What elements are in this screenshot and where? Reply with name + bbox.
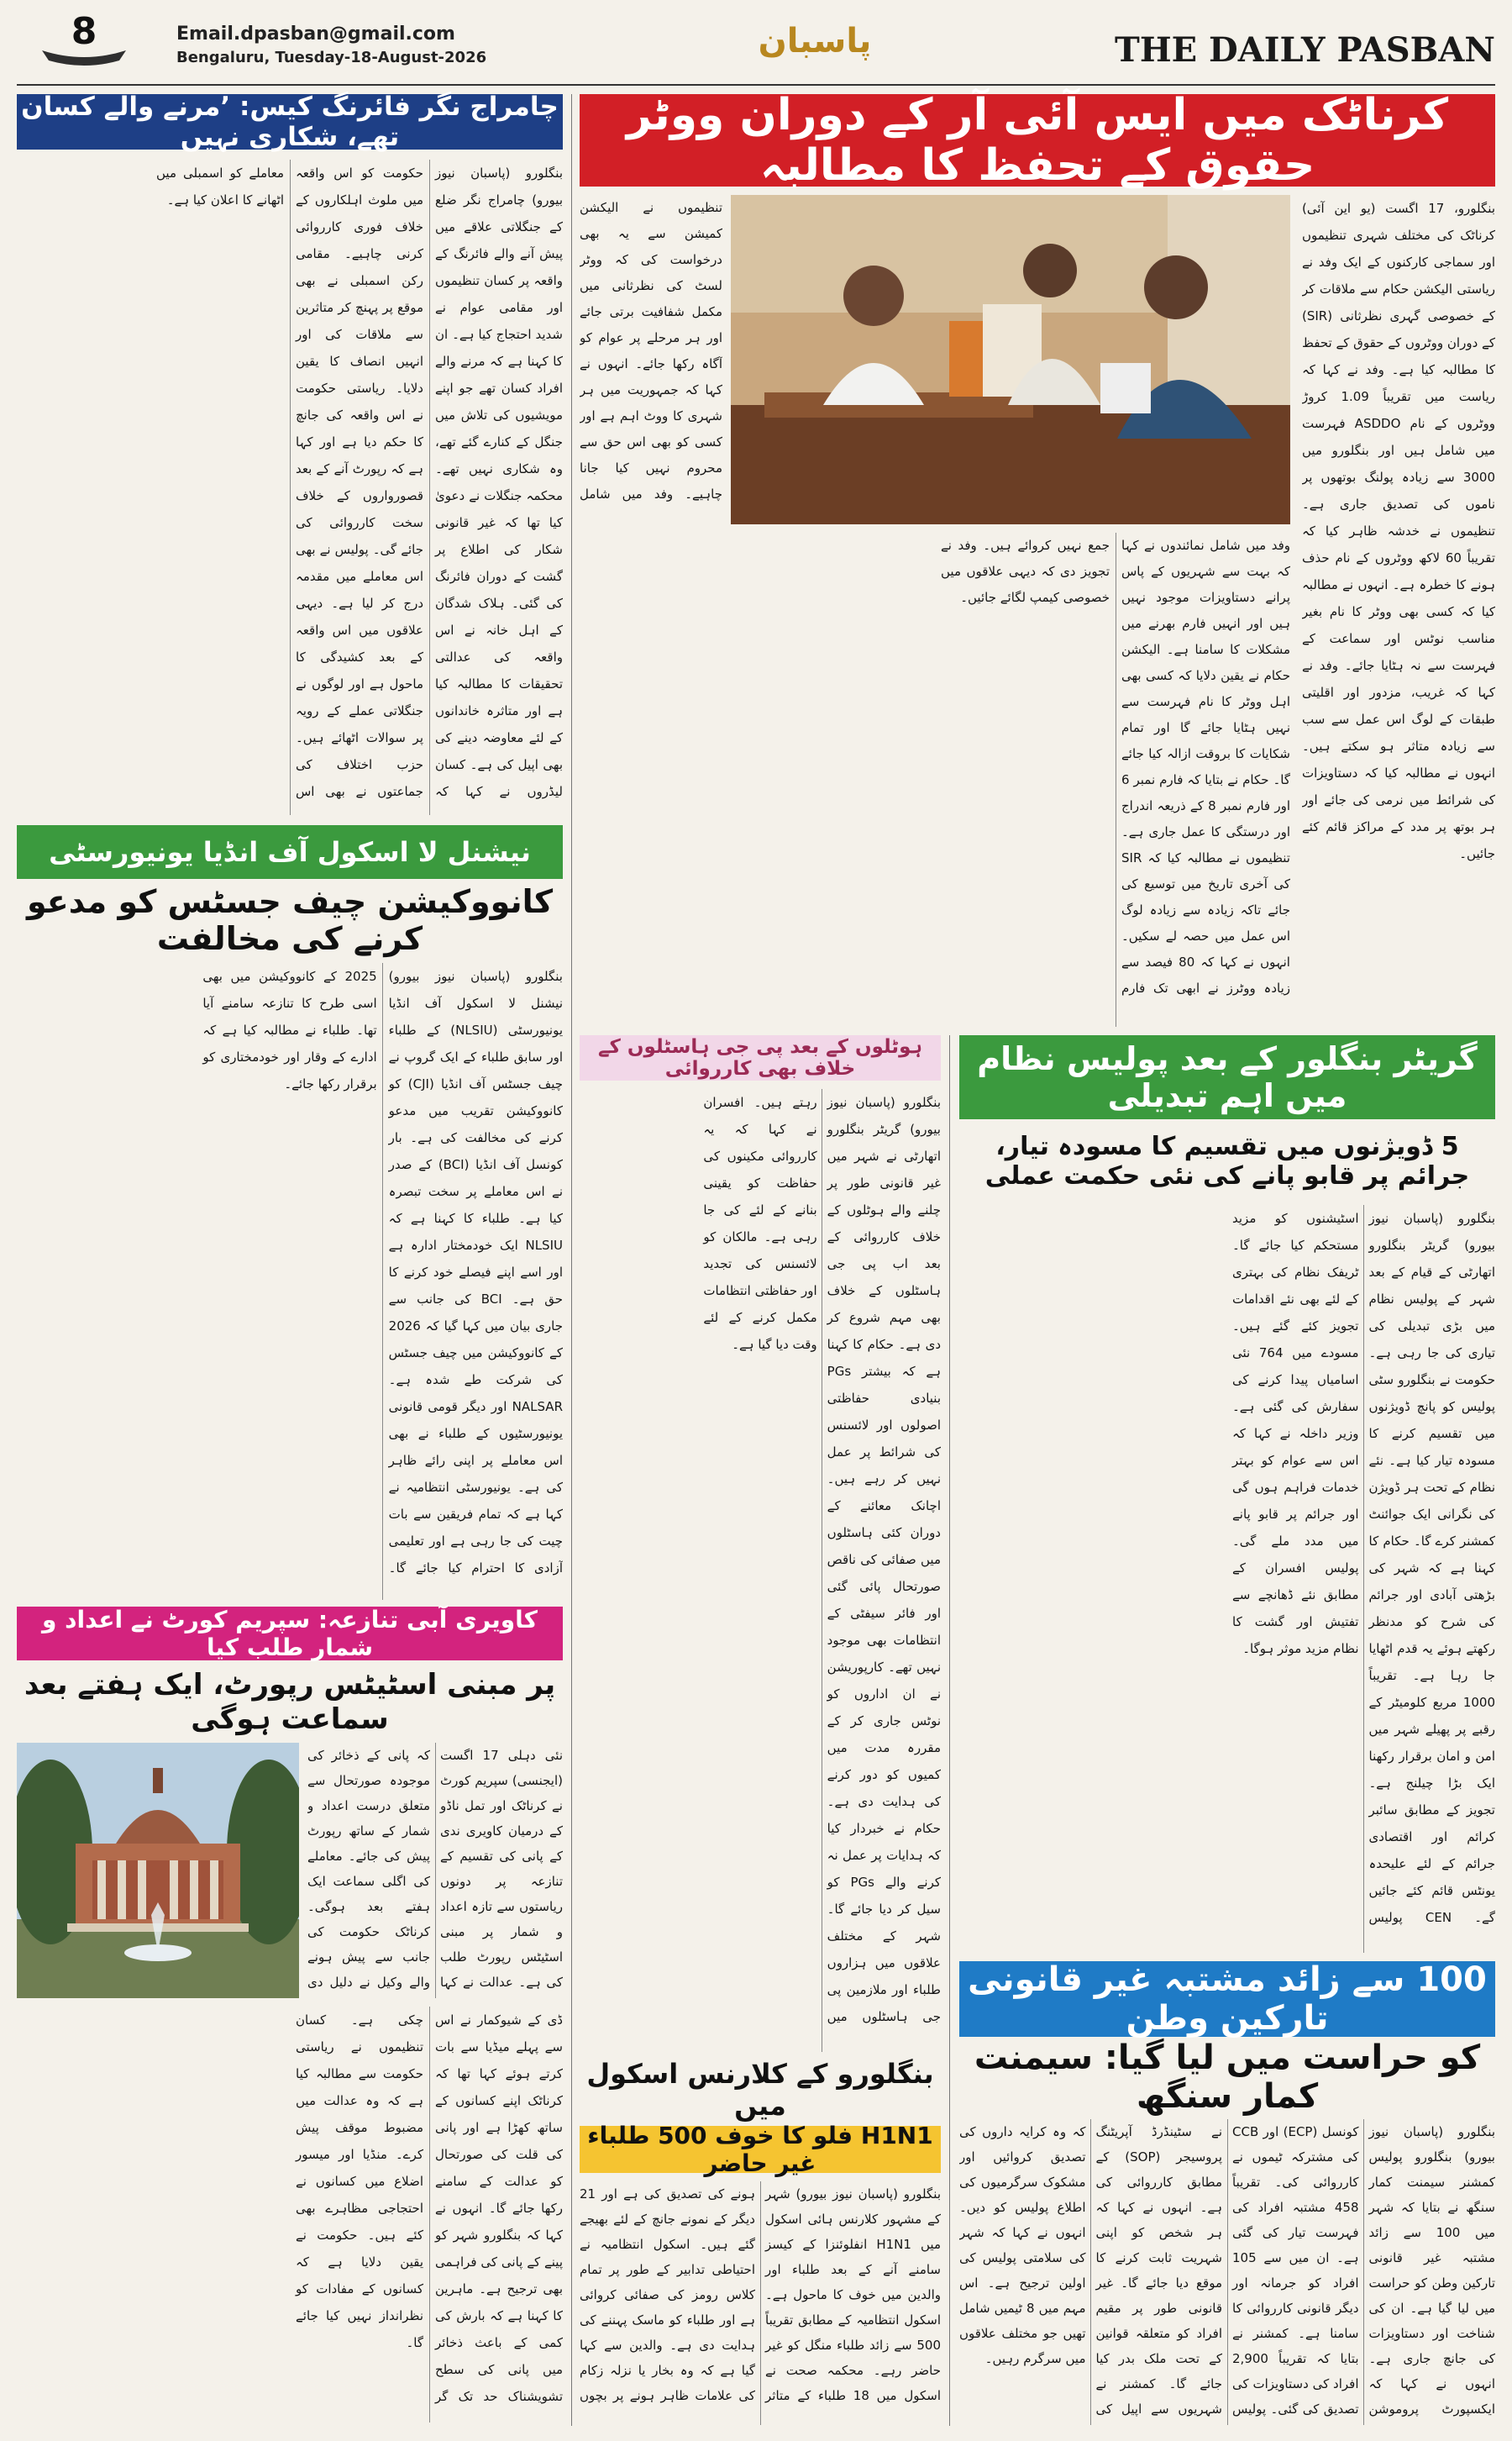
nlsiu-kicker: نیشنل لا اسکول آف انڈیا یونیورسٹی [17,825,563,879]
police-body: بنگلورو (پاسبان نیوز بیورو) گریٹر بنگلورو اتھارٹی کے قیام کے بعد شہر کے پولیس نظام میں بڑی تبدیلی کی تیاری کی جا رہی ہے۔ حکومت نے بنگلورو سٹی پولیس کو پانچ ڈویژنوں میں تقسیم کرنے کا مسودہ تیار کیا ہے۔ نئے نظام کے تحت ہر ڈویژن کی نگرانی ایک جوائنٹ کمشنر کرے گا۔ حکام کا کہنا ہے کہ شہر کی بڑھتی آبادی اور جرائم کی شرح کو مدنظر رکھتے ہوئے یہ قدم اٹھایا جا رہا ہے۔ تقریباً 1000 مربع کلومیٹر کے رقبے پر پھیلے شہر میں امن و امان برقرار رکھنا ایک بڑا چیلنج ہے۔ تجویز کے مطابق سائبر کرائم اور اقتصادی جرائم کے لئے علیحدہ یونٹس قائم کئے جائیں گے۔ CEN پولیس اسٹیشنوں کو مزید مستحکم کیا جائے گا۔ ٹریفک نظام کی بہتری کے لئے بھی نئے اقدامات تجویز کئے گئے ہیں۔ مسودے میں 764 نئی اسامیاں پیدا کرنے کی سفارش کی گئی ہے۔ وزیر داخلہ نے کہا کہ اس سے عوام کو بہتر خدمات فراہم ہوں گی اور جرائم پر قابو پانے میں مدد ملے گی۔ پولیس افسران کے مطابق نئے ڈھانچے سے تفتیش اور گشت کا نظام مزید موثر ہوگا۔ [1232,1211,1495,1925]
school-headline: بنگلورو کے کلارنس اسکول میں [586,2058,934,2122]
lead-body-left: بنگلورو، 17 اگست (یو این آئی) کرناٹک کی مختلف شہری تنظیموں اور سماجی کارکنوں کے ایک وفد نے ریاستی الیکشن حکام سے ملاقات کر کے خصوصی گہری نظرثانی (SIR) کے دوران ووٹروں کے حقوق کے تحفظ کا مطالبہ کیا ہے۔ وفد نے کہا کہ ریاست میں تقریباً 1.09 کروڑ ووٹروں کے نام ASDDO فہرست میں شامل ہیں اور بنگلورو میں 3000 سے زیادہ پولنگ بوتھوں پر ناموں کی تصدیق جاری ہے۔ تنظیموں نے خدشہ ظاہر کیا کہ تقریباً 60 لاکھ ووٹروں کے نام حذف ہونے کا خطرہ ہے۔ انہوں نے مطالبہ کیا کہ کسی بھی ووٹر کا نام بغیر مناسب نوٹس اور سماعت کے فہرست سے نہ ہٹایا جائے۔ وفد نے کہا کہ غریب، مزدور اور اقلیتی طبقات کے لوگ اس عمل سے سب سے زیادہ متاثر ہو سکتے ہیں۔ انہوں نے مطالبہ کیا کہ دستاویزات کی شرائط میں نرمی کی جائے اور ہر بوتھ پر مدد کے مراکز قائم کئے جائیں۔ [1302,201,1495,861]
header-divider [17,84,1495,86]
lead-body-middle: وفد میں شامل نمائندوں نے کہا کہ بہت سے شہریوں کے پاس پرانے دستاویزات موجود نہیں ہیں اور انہیں فارم بھرنے میں مشکلات کا سامنا ہے۔ الیکشن حکام نے یقین دلایا کہ کسی بھی اہل ووٹر کا نام فہرست سے نہیں ہٹایا جائے گا اور تمام شکایات کا بروقت ازالہ کیا جائے گا۔ حکام نے بتایا کہ فارم نمبر 6 اور فارم نمبر 8 کے ذریعہ اندراج اور درستگی کا عمل جاری ہے۔ تنظیموں نے مطالبہ کیا کہ SIR کی آخری تاریخ میں توسیع کی جائے تاکہ زیادہ سے زیادہ لوگ اس عمل میں حصہ لے سکیں۔ انہوں نے کہا کہ 80 فیصد سے زیادہ ووٹرز نے ابھی تک فارم جمع نہیں کروائے ہیں۔ وفد نے تجویز دی کہ دیہی علاقوں میں خصوصی کیمپ لگائے جائیں۔ [941,538,1290,996]
lead-headline: کرناٹک میں ایس آئی آر کے دوران ووٹر حقوق کے تحفظ کا مطالبہ [580,94,1495,187]
police-headline: 5 ڈویژنوں میں تقسیم کا مسودہ تیار، جرائم پر قابو پانے کی نئی حکمت عملی [984,1132,1470,1191]
page-number-badge [25,8,143,66]
illegal-kicker: 100 سے زائد مشتبہ غیر قانونی تارکین وطن [959,1961,1495,2037]
illegal-headline: کو حراست میں لیا گیا: سیمنت کمار سنگھ [974,2039,1481,2116]
logo-text: پاسبان [758,22,872,60]
lead-body-right: تنظیموں نے الیکشن کمیشن سے یہ بھی درخواست کی کہ ووٹر لسٹ کی نظرثانی میں مکمل شفافیت برتی جائے اور ہر مرحلے پر عوام کو آگاہ رکھا جائے۔ انہوں نے کہا کہ جمہوریت میں ہر شہری کا ووٹ اہم ہے اور کسی کو بھی اس حق سے محروم نہیں کیا جانا چاہیے۔ وفد میں شامل [580,200,722,502]
nlsiu-headline: کانووکیشن چیف جسٹس کو مدعو کرنے کی مخالفت [26,883,554,957]
cauvery-body-right: نئی دہلی 17 اگست (ایجنسی) سپریم کورٹ نے کرناٹک اور تمل ناڈو کے درمیان کاویری ندی کے پانی کی تقسیم کے تنازعہ پر دونوں ریاستوں سے تازہ اعداد و شمار پر مبنی اسٹیٹس رپورٹ طلب کی ہے۔ عدالت نے کہا کہ پانی کے ذخائر کی موجودہ صورتحال سے متعلق درست اعداد و شمار کے ساتھ رپورٹ پیش کی جائے۔ معاملے کی اگلی سماعت ایک ہفتے بعد ہوگی۔ کرناٹک حکومت کی جانب سے پیش ہونے والے وکیل نے دلیل دی [307,1748,563,1990]
farmer-headline: چامراج نگر فائرنگ کیس: ’مرنے والے کسان تھے، شکاری نہیں [17,94,563,150]
supreme-court-photo [17,1743,299,1998]
email-text: Email.dpasban@gmail.com [176,24,455,45]
lead-photo [731,195,1290,524]
logo [731,22,899,76]
dateline: Bengaluru, Tuesday-18-August-2026 [176,49,487,66]
page-number: 8 [71,10,97,53]
hostels-body: بنگلورو (پاسبان نیوز بیورو) گریٹر بنگلورو اتھارٹی نے شہر میں غیر قانونی طور پر چلنے والے ہوٹلوں کے خلاف کارروائی کے بعد اب پی جی ہاسٹلوں کے خلاف بھی مہم شروع کر دی ہے۔ حکام کا کہنا ہے کہ بیشتر PGs بنیادی حفاظتی اصولوں اور لائسنس کی شرائط پر عمل نہیں کر رہے ہیں۔ اچانک معائنے کے دوران کئی ہاسٹلوں میں صفائی کی ناقص صورتحال پائی گئی اور فائر سیفٹی کے انتظامات بھی موجود نہیں تھے۔ کارپوریشن نے ان اداروں کو نوٹس جاری کر کے مقررہ مدت میں کمیوں کو دور کرنے کی ہدایت دی ہے۔ حکام نے خبردار کیا کہ ہدایات پر عمل نہ کرنے والے PGs کو سیل کر دیا جائے گا۔ شہر کے مختلف علاقوں میں ہزاروں طلباء اور ملازمین پی جی ہاسٹلوں میں رہتے ہیں۔ افسران نے کہا کہ یہ کارروائی مکینوں کی حفاظت کو یقینی بنانے کے لئے کی جا رہی ہے۔ مالکان کو لائسنس کی تجدید اور حفاظتی انتظامات مکمل کرنے کے لئے وقت دیا گیا ہے۔ [703,1095,941,2024]
cauvery-headline: پر مبنی اسٹیٹس رپورٹ، ایک ہفتے بعد سماعت ہوگی [24,1668,556,1736]
middle-column-divider [949,1035,950,2426]
police-kicker: گریٹر بنگلور کے بعد پولیس نظام میں اہم تبدیلی [959,1035,1495,1119]
masthead: THE DAILY PASBAN [1115,30,1495,70]
left-column-divider [571,94,572,2426]
hostels-headline: ہوٹلوں کے بعد پی جی ہاسٹلوں کے خلاف بھی کارروائی [580,1035,941,1081]
cauvery-kicker: کاویری آبی تنازعہ: سپریم کورٹ نے اعداد و شمار طلب کیا [17,1607,563,1660]
nlsiu-body: بنگلورو (پاسبان نیوز بیورو) نیشنل لا اسکول آف انڈیا یونیورسٹی (NLSIU) کے طلباء اور سابق طلباء کے ایک گروپ نے چیف جسٹس آف انڈیا (CJI) کو کانووکیشن تقریب میں مدعو کرنے کی مخالفت کی ہے۔ بار کونسل آف انڈیا (BCI) کے صدر نے اس معاملے پر سخت تبصرہ کیا ہے۔ طلباء کا کہنا ہے کہ NLSIU ایک خودمختار ادارہ ہے اور اسے اپنے فیصلے خود کرنے کا حق ہے۔ BCI کی جانب سے جاری بیان میں کہا گیا کہ 2026 کے کانووکیشن میں چیف جسٹس کی شرکت طے شدہ ہے۔ NALSAR اور دیگر قومی قانونی یونیورسٹیوں کے طلباء نے بھی اس معاملے پر اپنی رائے ظاہر کی ہے۔ یونیورسٹی انتظامیہ نے کہا ہے کہ تمام فریقین سے بات چیت کی جا رہی ہے اور تعلیمی آزادی کا احترام کیا جائے گا۔ 2025 کے کانووکیشن میں بھی اسی طرح کا تنازعہ سامنے آیا تھا۔ طلباء نے مطالبہ کیا ہے کہ ادارے کے وقار اور خودمختاری کو برقرار رکھا جائے۔ [202,969,563,1576]
illegal-body: بنگلورو (پاسبان نیوز بیورو) بنگلورو پولیس کمشنر سیمنت کمار سنگھ نے بتایا کہ شہر میں 100 سے زائد مشتبہ غیر قانونی تارکین وطن کو حراست میں لیا گیا ہے۔ ان کی شناخت اور دستاویزات کی جانچ جاری ہے۔ انہوں نے کہا کہ ایکسپورٹ پروموشن کونسل (ECP) اور CCB کی مشترکہ ٹیموں نے کارروائی کی۔ تقریباً 458 مشتبہ افراد کی فہرست تیار کی گئی ہے۔ ان میں سے 105 افراد کو جرمانہ اور دیگر قانونی کارروائی کا سامنا ہے۔ کمشنر نے بتایا کہ تقریباً 2,900 افراد کی دستاویزات کی تصدیق کی گئی۔ پولیس نے سٹینڈرڈ آپریٹنگ پروسیجر (SOP) کے مطابق کارروائی کی ہے۔ انہوں نے کہا کہ ہر شخص کو اپنی شہریت ثابت کرنے کا موقع دیا جائے گا۔ غیر قانونی طور پر مقیم افراد کو متعلقہ قوانین کے تحت ملک بدر کیا جائے گا۔ کمشنر نے شہریوں سے اپیل کی کہ وہ کرایہ داروں کی تصدیق کروائیں اور مشکوک سرگرمیوں کی اطلاع پولیس کو دیں۔ انہوں نے کہا کہ شہر کی سلامتی پولیس کی اولین ترجیح ہے۔ اس مہم میں 8 ٹیمیں شامل تھیں جو مختلف علاقوں میں سرگرم رہیں۔ [959,2124,1495,2417]
school-subhead: H1N1 فلو کا خوف 500 طلباء غیر حاضر [580,2126,941,2173]
farmer-body: بنگلورو (پاسبان نیوز بیورو) چامراج نگر ضلع کے جنگلاتی علاقے میں پیش آنے والے فائرنگ کے واقعہ پر کسان تنظیموں اور مقامی عوام نے شدید احتجاج کیا ہے۔ ان کا کہنا ہے کہ مرنے والے افراد کسان تھے جو اپنے مویشیوں کی تلاش میں جنگل کے کنارے گئے تھے، وہ شکاری نہیں تھے۔ محکمہ جنگلات نے دعویٰ کیا تھا کہ غیر قانونی شکار کی اطلاع پر گشت کے دوران فائرنگ کی گئی۔ ہلاک شدگان کے اہل خانہ نے اس واقعہ کی عدالتی تحقیقات کا مطالبہ کیا ہے اور متاثرہ خاندانوں کے لئے معاوضہ دینے کی بھی اپیل کی ہے۔ کسان لیڈروں نے کہا کہ حکومت کو اس واقعہ میں ملوث اہلکاروں کے خلاف فوری کارروائی کرنی چاہیے۔ مقامی رکن اسمبلی نے بھی موقع پر پہنچ کر متاثرین سے ملاقات کی اور انہیں انصاف کا یقین دلایا۔ ریاستی حکومت نے اس واقعہ کی جانچ کا حکم دیا ہے اور کہا ہے کہ رپورٹ آنے کے بعد قصورواروں کے خلاف سخت کارروائی کی جائے گی۔ پولیس نے بھی اس معاملے میں مقدمہ درج کر لیا ہے۔ دیہی علاقوں میں اس واقعہ کے بعد کشیدگی کا ماحول ہے اور لوگوں نے جنگلاتی عملے کے رویہ پر سوالات اٹھائے ہیں۔ حزب اختلاف کی جماعتوں نے بھی اس معاملے کو اسمبلی میں اٹھانے کا اعلان کیا ہے۔ [156,166,563,799]
cauvery-body-bottom: ڈی کے شیوکمار نے اس سے پہلے میڈیا سے بات کرتے ہوئے کہا تھا کہ کرناٹک اپنے کسانوں کے ساتھ کھڑا ہے اور پانی کی قلت کی صورتحال کو عدالت کے سامنے رکھا جائے گا۔ انہوں نے کہا کہ بنگلورو شہر کو پینے کے پانی کی فراہمی بھی ترجیح ہے۔ ماہرین کا کہنا ہے کہ بارش کی کمی کے باعث ذخائر میں پانی کی سطح تشویشناک حد تک گر چکی ہے۔ کسان تنظیموں نے ریاستی حکومت سے مطالبہ کیا ہے کہ وہ عدالت میں مضبوط موقف پیش کرے۔ منڈیا اور میسور اضلاع میں کسانوں نے احتجاجی مظاہرے بھی کئے ہیں۔ حکومت نے یقین دلایا ہے کہ کسانوں کے مفادات کو نظرانداز نہیں کیا جائے گا۔ [296,2012,563,2404]
school-body: بنگلورو (پاسبان نیوز بیورو) شہر کے مشہور کلارنس ہائی اسکول میں H1N1 انفلوئنزا کے کیسز سامنے آنے کے بعد طلباء اور والدین میں خوف کا ماحول ہے۔ اسکول انتظامیہ کے مطابق تقریباً 500 سے زائد طلباء منگل کو غیر حاضر رہے۔ محکمہ صحت نے اسکول میں 18 طلباء کے متاثر ہونے کی تصدیق کی ہے اور 21 دیگر کے نمونے جانچ کے لئے بھیجے گئے ہیں۔ اسکول انتظامیہ نے احتیاطی تدابیر کے طور پر تمام کلاس رومز کی صفائی کروائی ہے اور طلباء کو ماسک پہننے کی ہدایت دی ہے۔ والدین سے کہا گیا ہے کہ وہ بخار یا نزلہ زکام کی علامات ظاہر ہونے پر بچوں [580,2186,941,2403]
